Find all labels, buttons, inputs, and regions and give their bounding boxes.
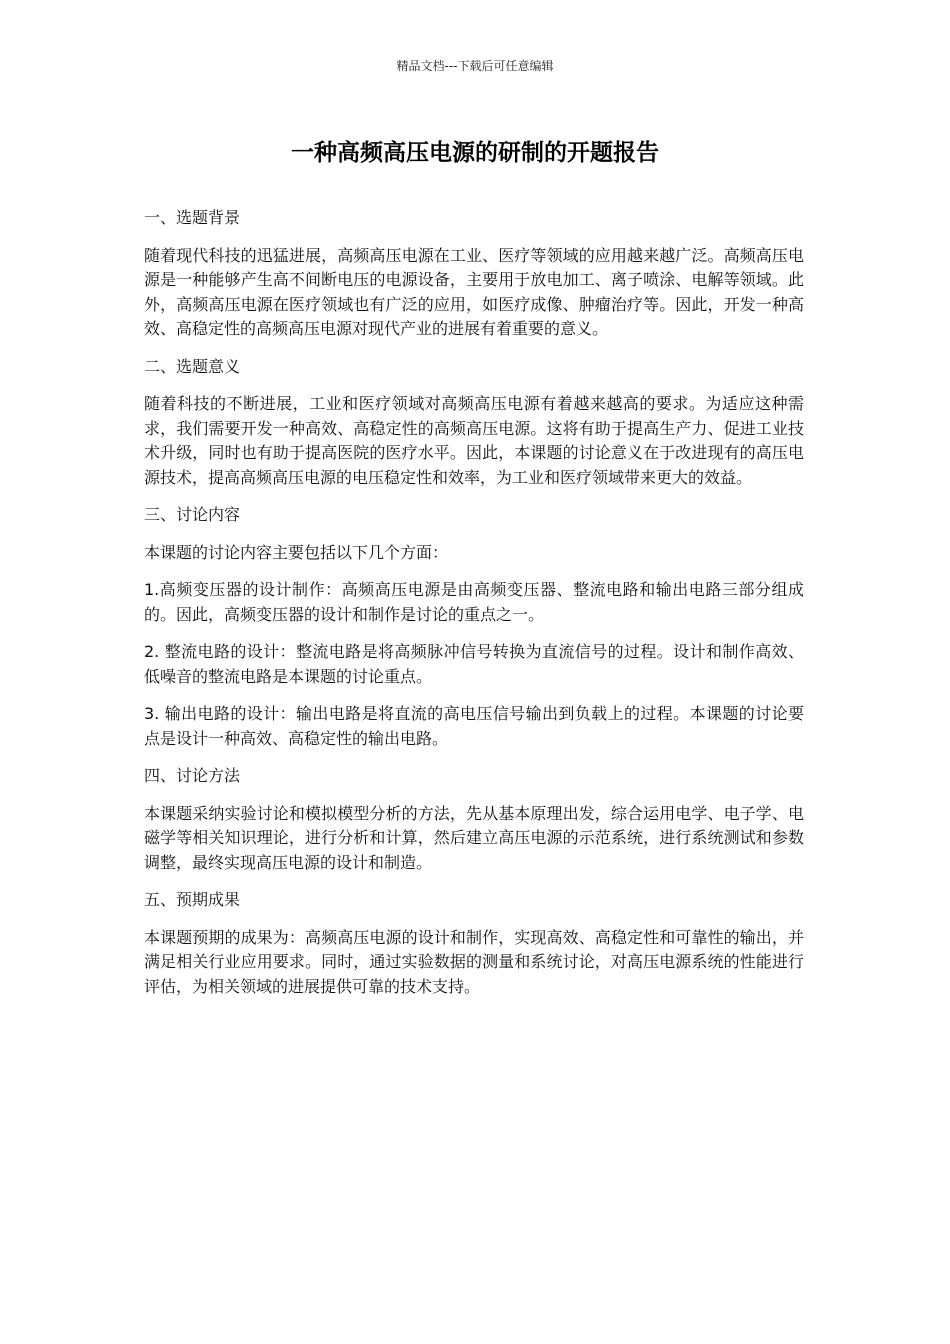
paragraph: 随着科技的不断进展，工业和医疗领域对高频高压电源有着越来越高的要求。为适应这种需求，我们需要开发一种高效、高稳定性的高频高压电源。这将有助于提高生产力、促进工业技术升级，同时也有助于提高医院的医疗水平。因此，本课题的讨论意义在于改进现有的高压电源技术，提高高频高压电源的电压稳定性和效率，为工业和医疗领域带来更大的效益。: [144, 394, 804, 487]
section-heading: 四、讨论方法: [144, 766, 241, 785]
section-background: [144, 206, 804, 342]
section-research-method: [144, 764, 804, 875]
section-heading: 一、选题背景: [144, 208, 241, 227]
list-item: 2. 整流电路的设计：整流电路是将高频脉冲信号转换为直流信号的过程。设计和制作高效、低噪音的整流电路是本课题的讨论重点。: [144, 642, 804, 686]
list-item: 3. 输出电路的设计：输出电路是将直流的高电压信号输出到负载上的过程。本课题的讨论要点是设计一种高效、高稳定性的输出电路。: [144, 704, 804, 748]
list-item: 1.高频变压器的设计制作：高频高压电源是由高频变压器、整流电路和输出电路三部分组成的。因此，高频变压器的设计和制作是讨论的重点之一。: [144, 580, 804, 624]
paragraph: 本课题的讨论内容主要包括以下几个方面：: [144, 542, 449, 562]
header-note: 精品文档---下载后可任意编辑: [396, 59, 554, 73]
section-heading: 五、预期成果: [144, 890, 241, 909]
paragraph: 本课题采纳实验讨论和模拟模型分析的方法，先从基本原理出发，综合运用电学、电子学、电磁学等相关知识理论，进行分析和计算，然后建立高压电源的示范系统，进行系统测试和参数调整，最终实现高压电源的设计和制造。: [144, 803, 804, 872]
section-heading: 三、讨论内容: [144, 505, 241, 524]
paragraph: 随着现代科技的迅猛进展，高频高压电源在工业、医疗等领域的应用越来越广泛。高频高压电源是一种能够产生高不间断电压的电源设备，主要用于放电加工、离子喷涂、电解等领域。此外，高频高压电源在医疗领域也有广泛的应用，如医疗成像、肿瘤治疗等。因此，开发一种高效、高稳定性的高频高压电源对现代产业的进展有着重要的意义。: [144, 245, 804, 338]
document-title: 一种高频高压电源的研制的开题报告: [291, 140, 659, 166]
section-expected-results: [144, 888, 804, 999]
section-significance: [144, 355, 804, 491]
document-body: [144, 206, 804, 1012]
paragraph: 本课题预期的成果为：高频高压电源的设计和制作，实现高效、高稳定性和可靠性的输出，并满足相关行业应用要求。同时，通过实验数据的测量和系统讨论，对高压电源系统的性能进行评估，为相关领域的进展提供可靠的技术支持。: [144, 927, 804, 996]
section-research-content: [144, 503, 804, 751]
section-heading: 二、选题意义: [144, 356, 241, 376]
